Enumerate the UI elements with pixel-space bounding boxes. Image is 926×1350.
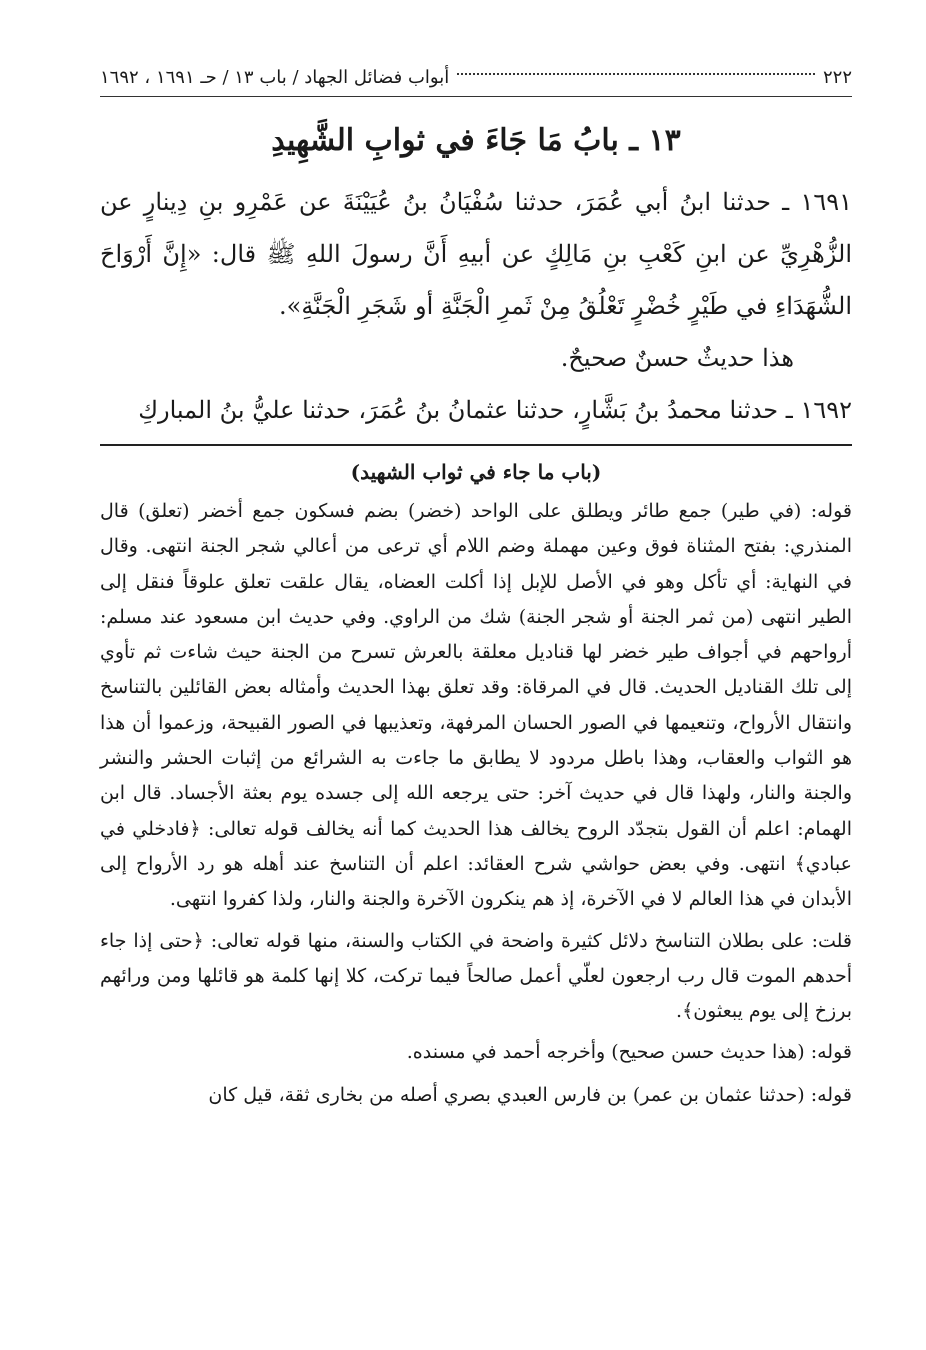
- commentary-title: (باب ما جاء في ثواب الشهيد): [350, 460, 602, 484]
- header-dot-leader: [457, 72, 815, 75]
- page-header: [100, 62, 852, 97]
- book-page: [100, 62, 852, 1113]
- chapter-title: ١٣ ـ بابُ مَا جَاءَ في ثوابِ الشَّهِيدِ: [271, 123, 681, 158]
- commentary-paragraph-1: قوله: (في طير) جمع طائر ويطلق على الواحد (خضر) بضم فسكون جمع أخضر (تعلق) قال المنذري: بفتح المثناة فوق وعين مهملة وضم اللام أي ترعى من أعالي شجر الجنة انتهى. وقال في النهاية: أي تأكل وهو في الأصل للإبل إذا أكلت العضاه، يقال علقت تعلق علوقاً فنقل إلى الطير انتهى (من ثمر الجنة أو شجر الجنة) شك من الراوي. وفي حديث ابن مسعود عند مسلم: أرواحهم في أجواف طير خضر لها قناديل معلقة بالعرش تسرح من الجنة حيث شاءت ثم تأوي إلى تلك القناديل الحديث. قال في المرقاة: وقد تعلق بهذا الحديث وأمثاله بعض القائلين بالتناسخ وانتقال الأرواح، وتنعيمها في الصور الحسان المرفهة، وتعذيبها في الصور القبيحة، وزعموا أن هذا هو الثواب والعقاب، وهذا باطل مردود لا يطابق ما جاءت به الشرائع من إثبات الحشر والنشر والجنة والنار، ولهذا قال في حديث آخر: حتى يرجعه الله إلى جسده يوم بعثة الأجساد. قال ابن الهمام: اعلم أن القول بتجدّد الروح يخالف هذا الحديث كما أنه يخالف قوله تعالى: ﴿فادخلي في عبادي﴾ انتهى. وفي بعض حواشي شرح العقائد: اعلم أن التناسخ عند أهله هو رد الأرواح إلى الأبدان في هذا العالم لا في الآخرة، إذ هم ينكرون الآخرة والجنة والنار، ولذا كفروا انتهى.: [100, 500, 852, 911]
- hadith-1691-grading: هذا حديثٌ حسنٌ صحيحٌ.: [560, 344, 794, 372]
- commentary-body: [100, 494, 852, 1071]
- hadith-1691-text: ١٦٩١ ـ حدثنا ابنُ أبي عُمَرَ، حدثنا سُفْيَانُ بنُ عُيَيْنَةَ عن عَمْرِو بنِ دِينارٍ عن الزُّهْرِيِّ عن ابنِ كَعْبِ بنِ مَالِكٍ عن أبيهِ أَنَّ رسولَ اللهِ ﷺ قال: «إِنَّ أَرْوَاحَ الشُّهَدَاءِ في طَيْرٍ خُضْرٍ تَعْلُقُ مِنْ ثَمرِ الْجَنَّةِ أو شَجَرِ الْجَنَّةِ».: [100, 188, 852, 320]
- page-number: ٢٢٢: [822, 66, 852, 88]
- commentary-paragraph-3: قوله: (هذا حديث حسن صحيح) وأخرجه أحمد في مسنده.: [406, 1041, 852, 1064]
- commentary-paragraph-2: قلت: على بطلان التناسخ دلائل كثيرة واضحة في الكتاب والسنة، منها قوله تعالى: ﴿حتى إذا جاء أحدهم الموت قال رب ارجعون لعلّي أعمل صالحاً فيما تركت، كلا إنها كلمة هو قائلها ومن ورائهم برزخ إلى يوم يبعثون﴾.: [100, 929, 852, 1023]
- running-title: أبواب فضائل الجهاد / باب ١٣ / حـ ١٦٩١ ، ١٦٩٢: [100, 66, 450, 88]
- hadith-1692-text: ١٦٩٢ ـ حدثنا محمدُ بنُ بَشَّارٍ، حدثنا عثمانُ بنُ عُمَرَ، حدثنا عليُّ بنُ المباركِ: [138, 396, 852, 424]
- footnote-divider: [100, 444, 852, 446]
- commentary-paragraph-4: قوله: (حدثنا عثمان بن عمر) بن فارس العبدي بصري أصله من بخارى ثقة، قيل كان: [208, 1083, 852, 1106]
